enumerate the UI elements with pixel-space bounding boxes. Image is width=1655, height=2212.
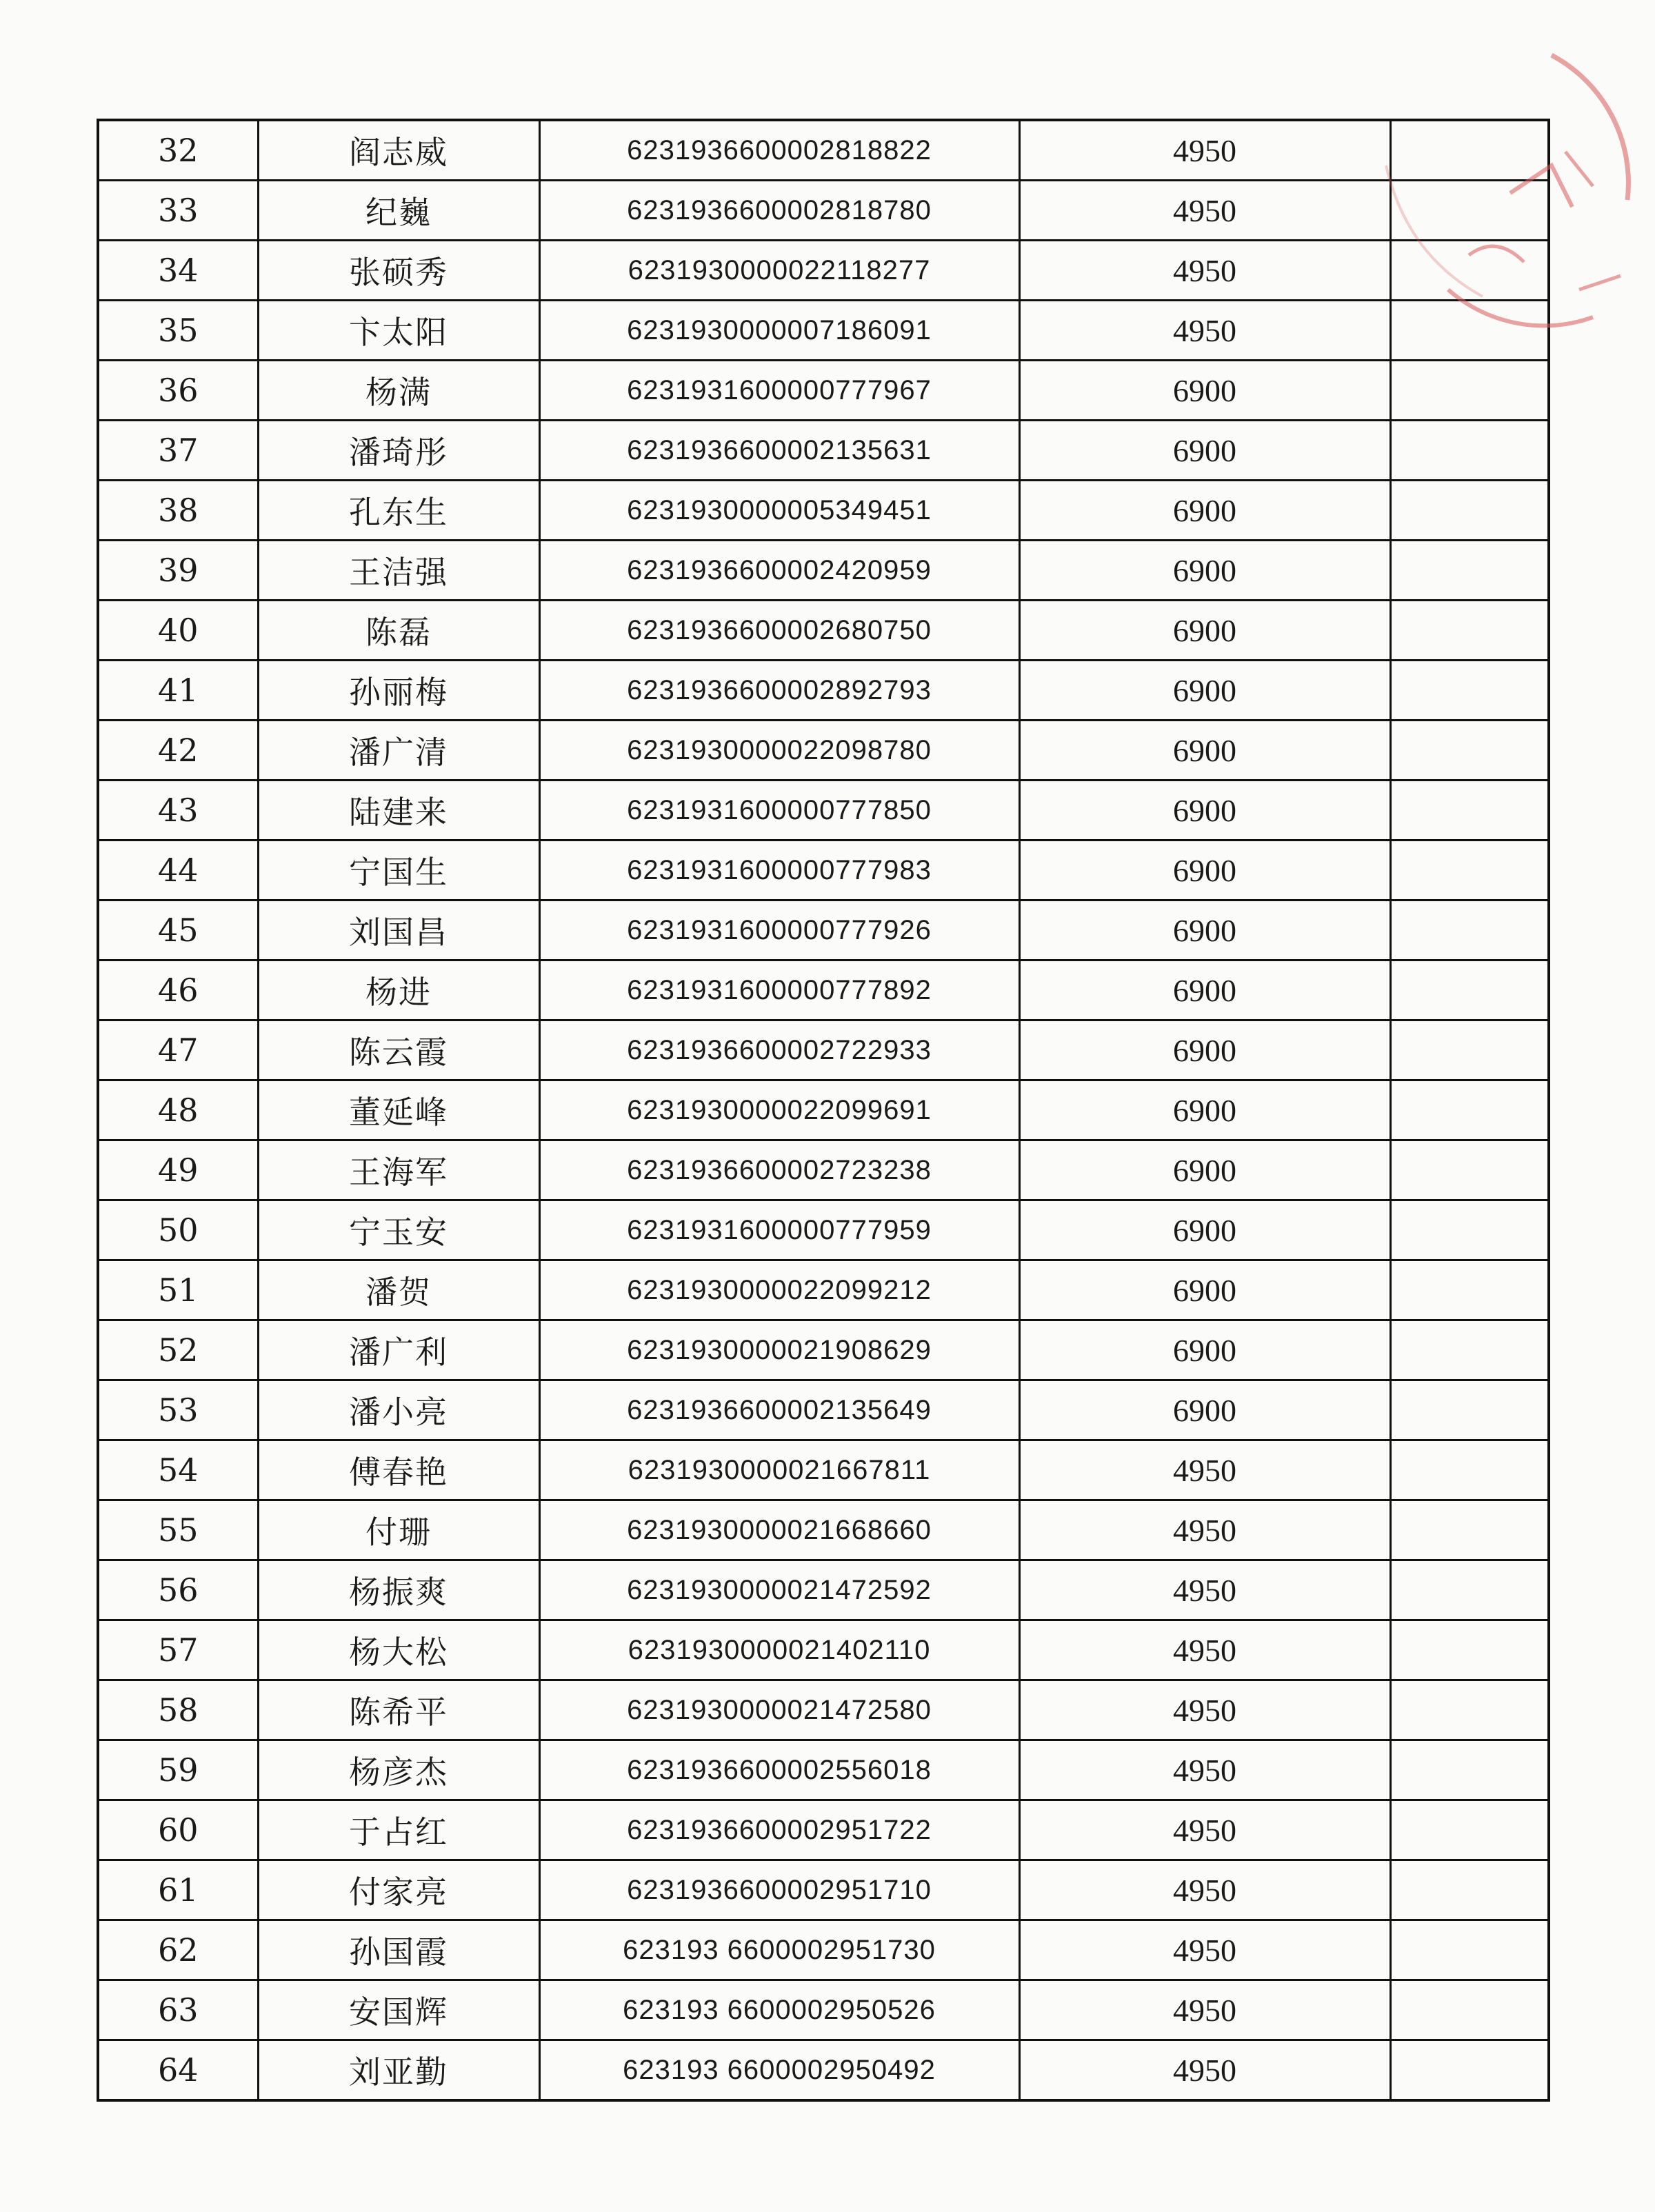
table-row (98, 1980, 1549, 2040)
row-name: 杨彦杰 (258, 1740, 539, 1800)
row-name: 陈磊 (258, 601, 539, 661)
row-remark (1390, 661, 1549, 721)
row-amount: 4950 (1019, 181, 1390, 241)
table-row (98, 1920, 1549, 1980)
row-name: 王海军 (258, 1140, 539, 1200)
row-account-number: 623193 6600002950526 (539, 1980, 1019, 2040)
row-amount: 6900 (1019, 541, 1390, 601)
row-amount: 4950 (1019, 1860, 1390, 1920)
row-remark (1390, 1860, 1549, 1920)
row-seq-number: 38 (98, 481, 258, 541)
row-seq-number: 50 (98, 1200, 258, 1260)
table-row (98, 1380, 1549, 1440)
row-account-number: 6231931600000777967 (539, 361, 1019, 421)
table-row (98, 721, 1549, 781)
row-amount: 4950 (1019, 1800, 1390, 1860)
row-seq-number: 54 (98, 1440, 258, 1500)
row-seq-number: 49 (98, 1140, 258, 1200)
row-amount: 6900 (1019, 961, 1390, 1020)
row-seq-number: 42 (98, 721, 258, 781)
row-remark (1390, 1140, 1549, 1200)
table-row (98, 1140, 1549, 1200)
row-name: 潘小亮 (258, 1380, 539, 1440)
table-row (98, 1320, 1549, 1380)
row-name: 陈云霞 (258, 1020, 539, 1080)
row-amount: 6900 (1019, 721, 1390, 781)
table-row (98, 481, 1549, 541)
row-name: 孔东生 (258, 481, 539, 541)
row-name: 安国辉 (258, 1980, 539, 2040)
row-amount: 6900 (1019, 1140, 1390, 1200)
row-seq-number: 57 (98, 1620, 258, 1680)
row-seq-number: 32 (98, 120, 258, 181)
row-amount: 4950 (1019, 1620, 1390, 1680)
row-account-number: 6231930000022099691 (539, 1080, 1019, 1140)
table-row (98, 1620, 1549, 1680)
table-row (98, 1800, 1549, 1860)
row-seq-number: 40 (98, 601, 258, 661)
row-account-number: 6231930000022098780 (539, 721, 1019, 781)
row-remark (1390, 721, 1549, 781)
row-seq-number: 43 (98, 781, 258, 841)
row-remark (1390, 1080, 1549, 1140)
row-remark (1390, 1260, 1549, 1320)
row-name: 潘广清 (258, 721, 539, 781)
table-row (98, 661, 1549, 721)
row-account-number: 6231936600002420959 (539, 541, 1019, 601)
table-row (98, 1680, 1549, 1740)
table-row (98, 601, 1549, 661)
row-account-number: 6231930000021668660 (539, 1500, 1019, 1560)
row-account-number: 623193 6600002951730 (539, 1920, 1019, 1980)
row-seq-number: 63 (98, 1980, 258, 2040)
row-amount: 6900 (1019, 601, 1390, 661)
row-remark (1390, 781, 1549, 841)
row-account-number: 6231930000022099212 (539, 1260, 1019, 1320)
row-seq-number: 52 (98, 1320, 258, 1380)
row-seq-number: 46 (98, 961, 258, 1020)
row-account-number: 6231936600002680750 (539, 601, 1019, 661)
row-seq-number: 45 (98, 901, 258, 961)
row-account-number: 6231931600000777983 (539, 841, 1019, 901)
row-remark (1390, 1740, 1549, 1800)
table-row (98, 781, 1549, 841)
row-seq-number: 53 (98, 1380, 258, 1440)
row-remark (1390, 1020, 1549, 1080)
row-amount: 6900 (1019, 661, 1390, 721)
row-remark (1390, 1200, 1549, 1260)
row-seq-number: 37 (98, 421, 258, 481)
table-row (98, 1020, 1549, 1080)
table-row (98, 120, 1549, 181)
row-account-number: 6231930000005349451 (539, 481, 1019, 541)
row-remark (1390, 421, 1549, 481)
row-amount: 6900 (1019, 1260, 1390, 1320)
row-seq-number: 64 (98, 2040, 258, 2101)
row-name: 纪巍 (258, 181, 539, 241)
table-row (98, 1740, 1549, 1800)
row-remark (1390, 120, 1549, 181)
row-remark (1390, 1320, 1549, 1380)
row-seq-number: 59 (98, 1740, 258, 1800)
row-account-number: 6231936600002556018 (539, 1740, 1019, 1800)
row-seq-number: 61 (98, 1860, 258, 1920)
row-remark (1390, 181, 1549, 241)
row-name: 潘贺 (258, 1260, 539, 1320)
row-remark (1390, 901, 1549, 961)
table-row (98, 241, 1549, 301)
row-seq-number: 39 (98, 541, 258, 601)
row-account-number: 6231931600000777926 (539, 901, 1019, 961)
table-row (98, 2040, 1549, 2101)
row-seq-number: 33 (98, 181, 258, 241)
row-remark (1390, 1440, 1549, 1500)
row-amount: 6900 (1019, 1380, 1390, 1440)
row-amount: 4950 (1019, 1500, 1390, 1560)
row-amount: 6900 (1019, 421, 1390, 481)
row-remark (1390, 961, 1549, 1020)
table-row (98, 961, 1549, 1020)
table-row (98, 1080, 1549, 1140)
row-seq-number: 60 (98, 1800, 258, 1860)
row-account-number: 6231936600002892793 (539, 661, 1019, 721)
row-amount: 6900 (1019, 1020, 1390, 1080)
roster-body (98, 120, 1549, 2100)
row-remark (1390, 841, 1549, 901)
row-account-number: 6231936600002951722 (539, 1800, 1019, 1860)
row-account-number: 6231930000021472580 (539, 1680, 1019, 1740)
row-amount: 6900 (1019, 361, 1390, 421)
row-name: 刘国昌 (258, 901, 539, 961)
row-amount: 6900 (1019, 781, 1390, 841)
row-seq-number: 36 (98, 361, 258, 421)
row-remark (1390, 1680, 1549, 1740)
row-account-number: 6231930000021402110 (539, 1620, 1019, 1680)
row-account-number: 6231936600002135631 (539, 421, 1019, 481)
row-seq-number: 41 (98, 661, 258, 721)
row-seq-number: 48 (98, 1080, 258, 1140)
row-amount: 6900 (1019, 1200, 1390, 1260)
row-account-number: 6231936600002722933 (539, 1020, 1019, 1080)
table-row (98, 181, 1549, 241)
row-amount: 4950 (1019, 1440, 1390, 1500)
row-remark (1390, 481, 1549, 541)
row-account-number: 623193 6600002950492 (539, 2040, 1019, 2101)
table-row (98, 1440, 1549, 1500)
row-name: 卞太阳 (258, 301, 539, 361)
row-amount: 4950 (1019, 1680, 1390, 1740)
payment-roster-table (97, 119, 1550, 2102)
row-account-number: 6231930000021667811 (539, 1440, 1019, 1500)
table-row (98, 841, 1549, 901)
row-remark (1390, 1380, 1549, 1440)
row-name: 杨大松 (258, 1620, 539, 1680)
row-name: 潘琦彤 (258, 421, 539, 481)
row-remark (1390, 1980, 1549, 2040)
row-name: 阎志威 (258, 120, 539, 181)
row-name: 张硕秀 (258, 241, 539, 301)
row-amount: 4950 (1019, 1560, 1390, 1620)
row-amount: 6900 (1019, 481, 1390, 541)
row-name: 孙国霞 (258, 1920, 539, 1980)
row-amount: 4950 (1019, 2040, 1390, 2101)
row-seq-number: 58 (98, 1680, 258, 1740)
row-account-number: 6231930000007186091 (539, 301, 1019, 361)
table-row (98, 1560, 1549, 1620)
row-name: 于占红 (258, 1800, 539, 1860)
row-remark (1390, 1800, 1549, 1860)
table-row (98, 1500, 1549, 1560)
row-remark (1390, 2040, 1549, 2101)
table-row (98, 1260, 1549, 1320)
row-amount: 4950 (1019, 1980, 1390, 2040)
row-remark (1390, 301, 1549, 361)
row-name: 王洁强 (258, 541, 539, 601)
row-seq-number: 55 (98, 1500, 258, 1560)
row-account-number: 6231936600002818780 (539, 181, 1019, 241)
table-row (98, 361, 1549, 421)
row-name: 潘广利 (258, 1320, 539, 1380)
row-amount: 6900 (1019, 1080, 1390, 1140)
row-seq-number: 35 (98, 301, 258, 361)
row-account-number: 6231930000021472592 (539, 1560, 1019, 1620)
row-account-number: 6231930000022118277 (539, 241, 1019, 301)
row-amount: 4950 (1019, 301, 1390, 361)
row-name: 陆建来 (258, 781, 539, 841)
row-remark (1390, 1620, 1549, 1680)
row-account-number: 6231931600000777892 (539, 961, 1019, 1020)
row-amount: 4950 (1019, 120, 1390, 181)
row-remark (1390, 1560, 1549, 1620)
row-account-number: 6231936600002135649 (539, 1380, 1019, 1440)
row-name: 杨振爽 (258, 1560, 539, 1620)
table-row (98, 541, 1549, 601)
row-name: 杨进 (258, 961, 539, 1020)
row-amount: 4950 (1019, 1740, 1390, 1800)
row-remark (1390, 361, 1549, 421)
row-account-number: 6231936600002818822 (539, 120, 1019, 181)
row-remark (1390, 241, 1549, 301)
row-amount: 4950 (1019, 1920, 1390, 1980)
row-seq-number: 51 (98, 1260, 258, 1320)
row-name: 陈希平 (258, 1680, 539, 1740)
row-name: 宁玉安 (258, 1200, 539, 1260)
table-row (98, 1200, 1549, 1260)
table-row (98, 421, 1549, 481)
row-amount: 4950 (1019, 241, 1390, 301)
row-seq-number: 47 (98, 1020, 258, 1080)
row-name: 宁国生 (258, 841, 539, 901)
row-amount: 6900 (1019, 1320, 1390, 1380)
table-row (98, 301, 1549, 361)
row-name: 杨满 (258, 361, 539, 421)
row-account-number: 6231931600000777850 (539, 781, 1019, 841)
table-row (98, 901, 1549, 961)
row-name: 刘亚勤 (258, 2040, 539, 2101)
row-name: 孙丽梅 (258, 661, 539, 721)
row-name: 付家亮 (258, 1860, 539, 1920)
row-seq-number: 62 (98, 1920, 258, 1980)
row-name: 董延峰 (258, 1080, 539, 1140)
table-row (98, 1860, 1549, 1920)
row-name: 付珊 (258, 1500, 539, 1560)
row-remark (1390, 601, 1549, 661)
row-name: 傅春艳 (258, 1440, 539, 1500)
row-seq-number: 44 (98, 841, 258, 901)
row-amount: 6900 (1019, 901, 1390, 961)
row-remark (1390, 1920, 1549, 1980)
row-account-number: 6231936600002951710 (539, 1860, 1019, 1920)
row-amount: 6900 (1019, 841, 1390, 901)
row-account-number: 6231930000021908629 (539, 1320, 1019, 1380)
row-account-number: 6231931600000777959 (539, 1200, 1019, 1260)
row-seq-number: 34 (98, 241, 258, 301)
row-seq-number: 56 (98, 1560, 258, 1620)
row-account-number: 6231936600002723238 (539, 1140, 1019, 1200)
row-remark (1390, 1500, 1549, 1560)
row-remark (1390, 541, 1549, 601)
